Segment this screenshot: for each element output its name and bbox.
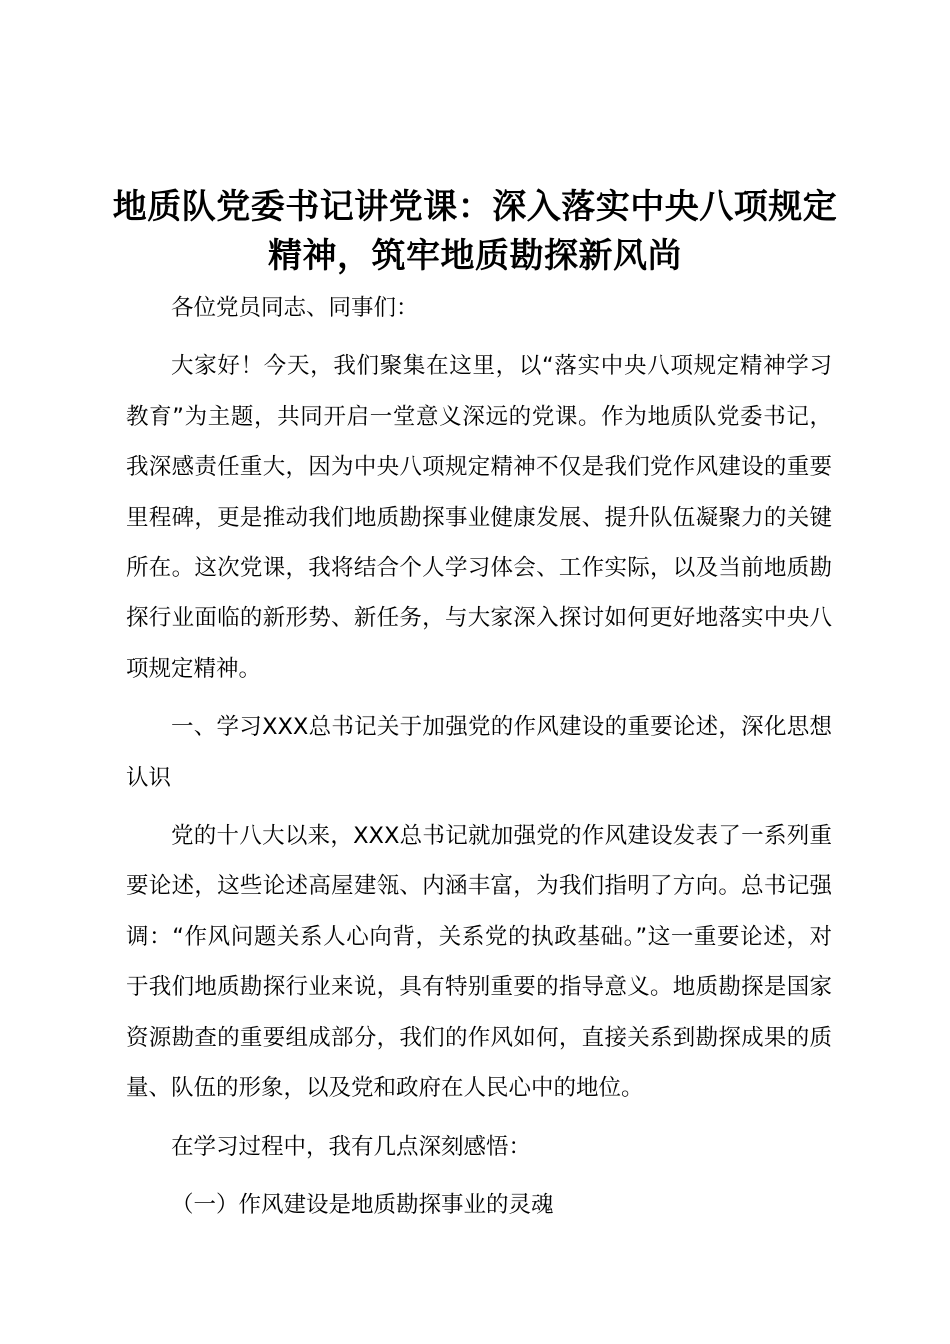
document-title: 地质队党委书记讲党课：深入落实中央八项规定精神，筑牢地质勘探新风尚 (112, 187, 838, 276)
salutation-paragraph: 各位党员同志、同事们： (171, 295, 419, 321)
intro-paragraph: 大家好！今天，我们聚集在这里，以“落实中央八项规定精神学习教育”为主题，共同开启一堂意义深远的党课。作为地质队党委书记，我深感责任重大，因为中央八项规定精神不仅是我们党作风建设的重要里程碑，更是推动我们地质勘探事业健康发展、提升队伍凝聚力的关键所在。这次党课，我将结合个人学习体会、工作实际，以及当前地质勘探行业面临的新形势、新任务，与大家深入探讨如何更好地落实中央八项规定精神。 (126, 353, 832, 682)
insight-intro-paragraph: 在学习过程中，我有几点深刻感悟： (171, 1133, 532, 1160)
section-heading-1: 一、学习XXX总书记关于加强党的作风建设的重要论述，深化思想认识 (126, 714, 832, 791)
document-body (126, 283, 832, 1238)
subsection-heading-1: （一）作风建设是地质勘探事业的灵魂 (171, 1191, 554, 1218)
section-1-paragraph: 党的十八大以来，XXX总书记就加强党的作风建设发表了一系列重要论述，这些论述高屋建瓴、内涵丰富，为我们指明了方向。总书记强调：“作风问题关系人心向背，关系党的执政基础。”这一重要论述，对于我们地质勘探行业来说，具有特别重要的指导意义。地质勘探是国家资源勘查的重要组成部分，我们的作风如何，直接关系到勘探成果的质量、队伍的形象，以及党和政府在人民心中的地位。 (126, 823, 832, 1102)
